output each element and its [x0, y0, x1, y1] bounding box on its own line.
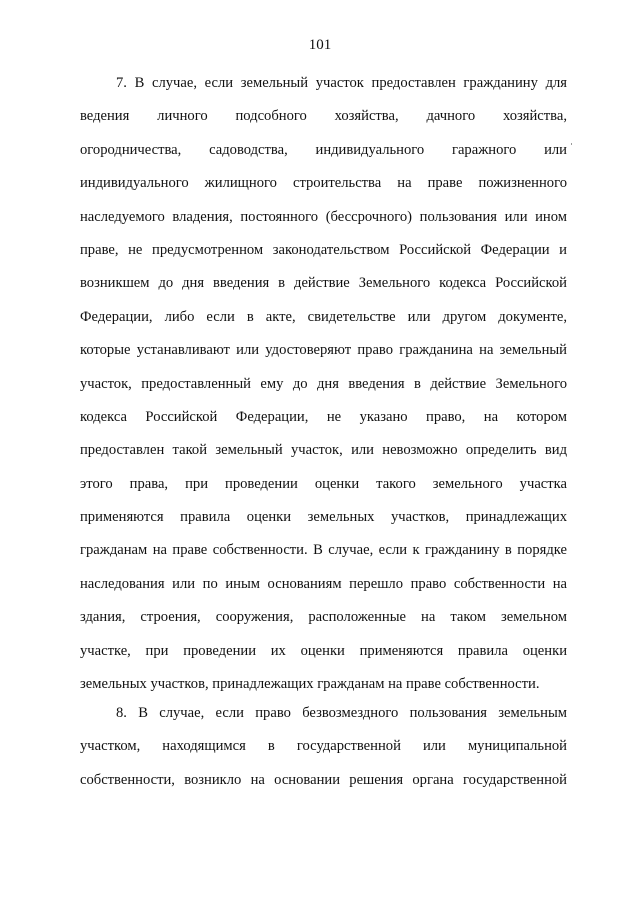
- paragraph-line: предоставлен такой земельный участок, или невозможно определить вид: [80, 442, 567, 459]
- paragraph-line: этого права, при проведении оценки такого земельного участка: [80, 475, 567, 492]
- scan-speck: [571, 143, 572, 145]
- paragraph-line: 7. В случае, если земельный участок предоставлен гражданину для: [116, 75, 567, 91]
- paragraph-line: гражданам на праве собственности. В случае, если к гражданину в порядке: [80, 542, 567, 559]
- paragraph-line: земельных участков, принадлежащих гражданам на праве собственности.: [80, 676, 540, 693]
- paragraph-8: [80, 704, 567, 804]
- paragraph-line: здания, строения, сооружения, расположенные на таком земельном: [80, 609, 567, 626]
- paragraph-line: Федерации, либо если в акте, свидетельстве или другом документе,: [80, 308, 567, 325]
- paragraph-line: наследуемого владения, постоянного (бессрочного) пользования или ином: [80, 208, 567, 225]
- paragraph-line: огородничества, садоводства, индивидуального гаражного или: [80, 141, 567, 158]
- paragraph-line: применяются правила оценки земельных участков, принадлежащих: [80, 509, 567, 526]
- paragraph-line: кодекса Российской Федерации, не указано право, на котором: [80, 408, 567, 425]
- paragraph-line: участке, при проведении их оценки применяются правила оценки: [80, 642, 567, 659]
- paragraph-line: собственности, возникло на основании решения органа государственной: [80, 771, 567, 788]
- paragraph-line: участком, находящимся в государственной или муниципальной: [80, 738, 567, 755]
- paragraph-line: участок, предоставленный ему до дня введения в действие Земельного: [80, 375, 567, 392]
- paragraph-line: наследования или по иным основаниям перешло право собственности на: [80, 575, 567, 592]
- paragraph-line: 8. В случае, если право безвозмездного пользования земельным: [116, 705, 567, 721]
- page-number: 101: [308, 37, 332, 53]
- paragraph-line: праве, не предусмотренном законодательством Российской Федерации и: [80, 241, 567, 258]
- paragraph-line: ведения личного подсобного хозяйства, дачного хозяйства,: [80, 108, 567, 125]
- paragraph-line: которые устанавливают или удостоверяют право гражданина на земельный: [80, 342, 567, 359]
- paragraph-line: возникшем до дня введения в действие Земельного кодекса Российской: [80, 275, 567, 292]
- paragraph-7: [80, 74, 567, 708]
- paragraph-line: индивидуального жилищного строительства на праве пожизненного: [80, 175, 567, 192]
